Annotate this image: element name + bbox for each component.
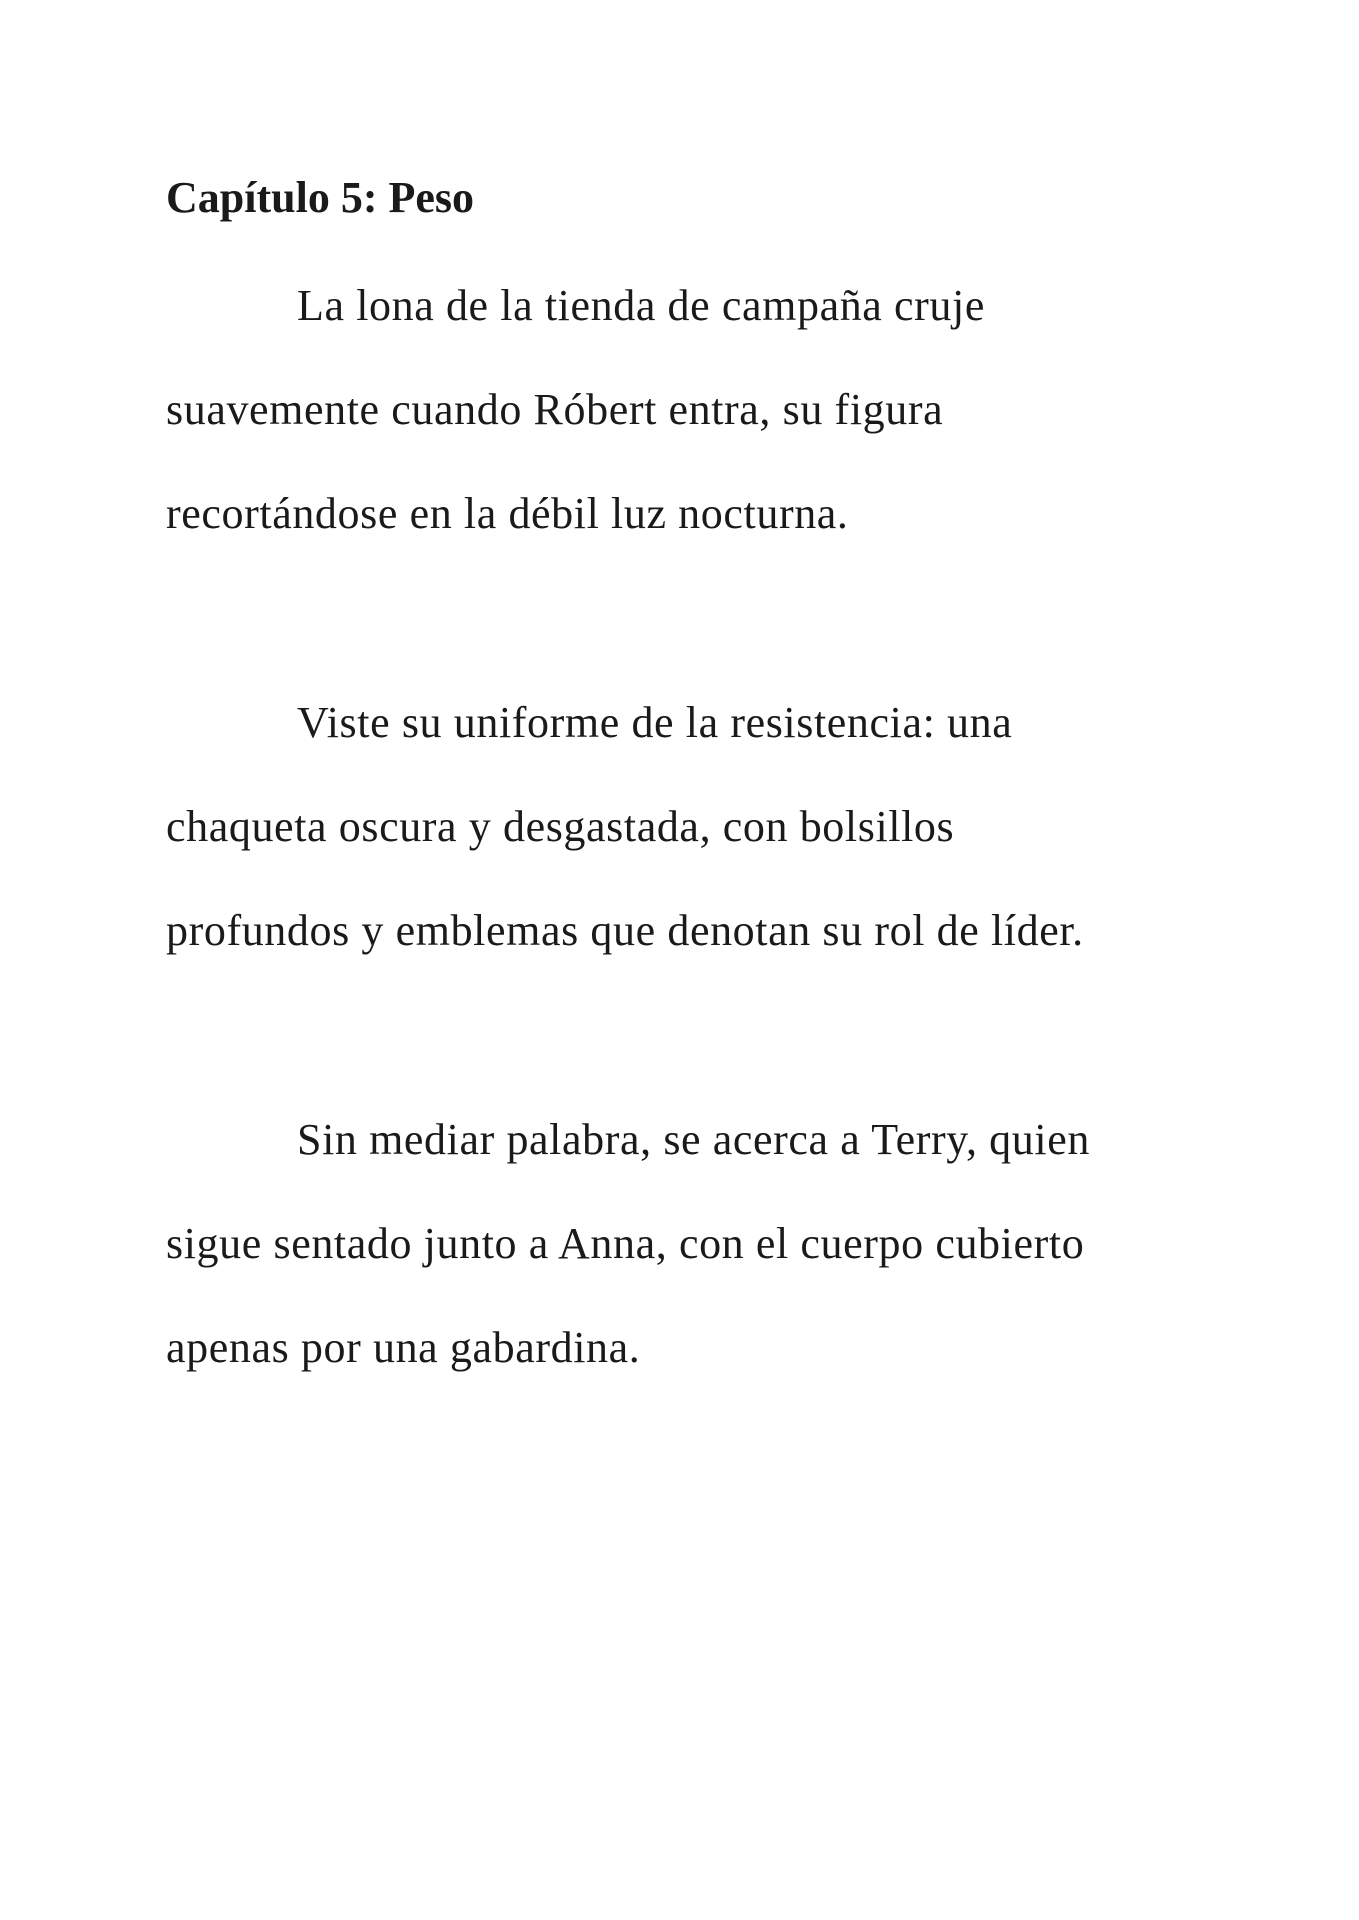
paragraph-line: sigue sentado junto a Anna, con el cuerpo cubierto (166, 1219, 1085, 1268)
paragraph-line: suavemente cuando Róbert entra, su figura (166, 385, 944, 434)
paragraph-line: recortándose en la débil luz nocturna. (166, 489, 849, 538)
chapter-title: Capítulo 5: Peso (166, 173, 474, 222)
paragraph-line: Sin mediar palabra, se acerca a Terry, quien (297, 1115, 1090, 1164)
paragraph-line: chaqueta oscura y desgastada, con bolsillos (166, 802, 955, 851)
paragraph-line: profundos y emblemas que denotan su rol de líder. (166, 906, 1084, 955)
paragraph-line: La lona de la tienda de campaña cruje (297, 281, 985, 330)
paragraph-line: Viste su uniforme de la resistencia: una (297, 698, 1013, 747)
paragraph-line: apenas por una gabardina. (166, 1323, 641, 1372)
